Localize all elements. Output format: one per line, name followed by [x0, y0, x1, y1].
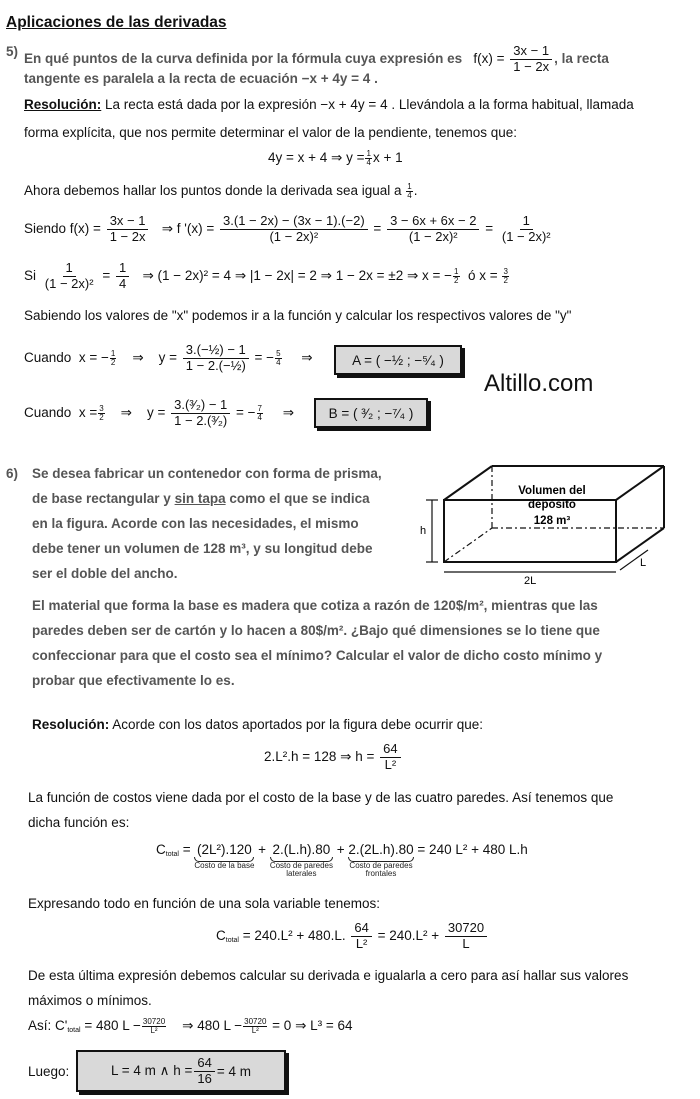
q2-d: 4: [407, 191, 412, 200]
p6-expresando: Expresando todo en función de una sola variable tenemos:: [28, 896, 380, 911]
si: Si: [24, 268, 37, 283]
problem-5-number: 5): [6, 44, 19, 59]
length-label: 2L: [524, 575, 537, 587]
answer-box-a: A = ( −½ ; −⁵⁄₄ ): [334, 345, 462, 375]
width-label: L: [640, 557, 647, 569]
hidden-edge-left: [444, 528, 492, 562]
c1-res: = −: [254, 350, 275, 365]
brace-laterales: [270, 842, 333, 878]
c2f1-n: 64: [351, 921, 371, 937]
p6-para-1: El material que forma la base es madera que cotiza a razón de 120$/m², mientras que las: [32, 598, 598, 613]
c2-res: = −: [236, 405, 256, 420]
si-eq: =: [102, 268, 111, 283]
deriv-frac-2: [387, 214, 479, 245]
cuando-2: [24, 398, 294, 429]
c2-implies: ⇒: [120, 405, 132, 420]
h-n: 1: [454, 266, 459, 276]
c1-res-frac: [275, 350, 281, 367]
deriv-frac-3: [499, 214, 554, 245]
p6-para-4: probar que efectivamente lo es.: [32, 673, 235, 688]
c1r-d: 4: [276, 357, 281, 367]
si-n: 1: [63, 261, 76, 277]
eq-cost-function: $C_{total}$ = (2L²).120 Costo de la base + 2.(L.h).80 Costo de paredes laterales + 2.(2L.h).80 Costo de paredes frontales = 240 L² + 480 L.h: [156, 842, 528, 878]
c2x-n: 3: [99, 403, 104, 413]
figure-label-2: depósito: [528, 499, 576, 511]
c1-implies-2: ⇒: [301, 350, 313, 365]
asi-frac-1: [142, 1018, 166, 1035]
c2-implies-2: ⇒: [282, 405, 295, 420]
quarter-frac: [365, 150, 371, 167]
final-r: = 4 m: [216, 1063, 252, 1079]
eq-explicit-form: [268, 150, 403, 167]
statement-tail: , la recta: [554, 51, 609, 66]
p6-line-5: ser el doble del ancho.: [32, 566, 178, 581]
c2x-d: 2: [99, 412, 104, 422]
final-answer-box: [76, 1050, 286, 1092]
si-rest: ⇒ (1 − 2x)² = 4 ⇒ |1 − 2x| = 2 ⇒ 1 − 2x = ±2 ⇒ x = −: [142, 268, 453, 283]
af2-d: L²: [251, 1026, 259, 1035]
fx-frac-2: [107, 214, 149, 245]
c1-frac: [183, 343, 249, 374]
xeq-pos: x =: [78, 405, 98, 420]
eq-c2-frac-1: [351, 921, 371, 952]
eq-solve-x: [24, 261, 510, 292]
si-d: (1 − 2x)²: [44, 275, 94, 291]
deriv-text: Ahora debemos hallar los puntos donde la derivada sea igual a: [24, 183, 402, 199]
eq-sign-1: =: [373, 221, 382, 236]
eq-cost-single-var: [216, 921, 489, 952]
asi-rest3: = 0 ⇒ L³ = 64: [272, 1018, 353, 1034]
c2-res-frac: [257, 405, 263, 422]
prism-edge-tr: [616, 466, 664, 500]
p6-res-label: Resolución:: [32, 717, 110, 732]
brace-lat-label-b: laterales: [286, 869, 317, 878]
fx-den: 1 − 2x: [513, 58, 550, 74]
fx2-n: 3x − 1: [107, 214, 149, 230]
c2-n: 3.(³⁄₂) − 1: [171, 398, 230, 414]
fx2-d: 1 − 2x: [109, 228, 146, 244]
th-n: 3: [503, 266, 508, 276]
cuando-1: [24, 343, 313, 374]
asi-rest2: ⇒ 480 L −: [182, 1018, 243, 1034]
dd1: (1 − 2x)²: [269, 228, 319, 244]
c1-implies: ⇒: [132, 350, 144, 365]
af2-n: 30720: [244, 1017, 267, 1026]
statement-text: En qué puntos de la curva definida por la fórmula cuya expresión es: [24, 51, 463, 66]
p6-res-text: Acorde con los datos aportados por la figura debe ocurrir que:: [109, 717, 483, 732]
c2f1-d: L²: [355, 935, 368, 951]
eqh-n: 64: [380, 742, 400, 758]
p6-line-2: [32, 491, 370, 506]
c1-d: 1 − 2.(−½): [185, 357, 246, 373]
eq-sign-2: =: [485, 221, 494, 236]
term3: 2.(2L.h).80: [348, 842, 414, 857]
q2-n: 1: [407, 182, 412, 191]
p6-deriv-2: máximos o mínimos.: [28, 993, 152, 1008]
dn2: 3 − 6x + 6x − 2: [387, 214, 479, 230]
quarter-frac-2: [406, 183, 412, 200]
dd3: (1 − 2x)²: [501, 228, 551, 244]
sin-tapa: sin tapa: [174, 491, 226, 506]
dd2: (1 − 2x)²: [408, 228, 458, 244]
c1r-n: 5: [276, 348, 281, 358]
prism-edge-tl: [444, 466, 492, 500]
brace-front-label-b: frontales: [365, 869, 397, 878]
watermark-altillo: Altillo.com: [484, 370, 594, 397]
o-label: ó x =: [468, 268, 498, 283]
c1x-n: 1: [110, 348, 116, 358]
brace-base: [194, 842, 254, 870]
eq-derivative: [24, 214, 556, 245]
p6-costos-2: dicha función es:: [28, 815, 130, 830]
asi-rest1: = 480 L −: [84, 1018, 141, 1034]
p6-para-2: paredes deben ser de cartón y lo hacen a 80$/m². ¿Bajo qué dimensiones se lo tiene que: [32, 623, 600, 638]
term-result: = 240 L² + 480 L.h: [417, 842, 528, 857]
eq-c2b: = 240.L² +: [377, 928, 440, 943]
resolution-text: La recta está dada por la expresión −x + 4y = 4 . Llevándola a la forma habitual, llamada: [101, 97, 634, 112]
page-title: Aplicaciones de las derivadas: [6, 14, 227, 31]
dn3: 1: [520, 214, 533, 230]
p5-resolution-line2: forma explícita, que nos permite determinar el valor de la pendiente, tenemos que:: [24, 125, 518, 140]
h-d: 2: [454, 275, 459, 285]
problem-6-number: 6): [6, 466, 19, 481]
luego-label: Luego:: [28, 1064, 70, 1079]
deriv-frac-1: [220, 214, 368, 245]
implies-fp: ⇒ f '(x) =: [161, 221, 215, 236]
eq-c2a: = 240.L² + 480.L.: [242, 928, 346, 943]
three-half-frac: [502, 268, 508, 285]
p6-line-1: Se desea fabricar un contenedor con forma de prisma,: [32, 466, 382, 481]
c2r-n: 7: [257, 403, 262, 413]
eq-h: [264, 742, 403, 773]
ctotal-c-2: C: [216, 928, 226, 943]
ff-n: 64: [194, 1056, 214, 1072]
ctotal-c: C: [156, 842, 166, 857]
ff-d: 16: [197, 1070, 212, 1086]
p5-sabiendo: Sabiendo los valores de "x" podemos ir a la función y calcular los respectivos valores de "y": [24, 308, 572, 323]
xeq-neg: x = −: [78, 350, 109, 365]
si-frac: [42, 261, 97, 292]
p5-derivative-target: Ahora debemos hallar los puntos donde la derivada sea igual a $\frac{1}{4}$ .: [24, 182, 418, 200]
brace-frontales: [348, 842, 413, 878]
c2-frac: [171, 398, 230, 429]
c1-n: 3.(−½) − 1: [183, 343, 249, 359]
asi-label: Así: C': [28, 1018, 68, 1034]
p6-line-2b: como el que se indica: [229, 491, 370, 506]
eq1a: 4y = x + 4 ⇒ y =: [268, 150, 365, 166]
fx-label: f(x) =: [473, 51, 505, 66]
brace-front-label-a: Costo de paredes: [349, 861, 413, 870]
th-d: 2: [503, 275, 508, 285]
brace-base-label: Costo de la base: [194, 861, 255, 870]
p6-deriv-1: De esta última expresión debemos calcular su derivada e igualarla a cero para así hallar sus valores: [28, 968, 629, 983]
eqh-d: L²: [384, 756, 397, 772]
c2r-d: 4: [257, 412, 262, 422]
q-d: 4: [366, 158, 371, 167]
figure-label-1: Volumen del: [518, 485, 586, 497]
cuando-label-2: Cuando: [24, 405, 72, 420]
final-frac: [194, 1056, 214, 1087]
c1-x-frac: [110, 350, 116, 367]
c2-x-frac: [98, 405, 104, 422]
q-n: 1: [366, 149, 371, 158]
p5-resolution-line1: [24, 97, 634, 112]
c1x-d: 2: [110, 357, 116, 367]
c2-yeq: y =: [147, 405, 166, 420]
final-L: L = 4 m ∧ h =: [110, 1063, 193, 1078]
c2f2-d: L: [462, 935, 470, 951]
problem-5-statement-line2: tangente es paralela a la recta de ecuación −x + 4y = 4 .: [24, 71, 378, 86]
c2f2-n: 30720: [445, 921, 487, 937]
prism-figure: [412, 458, 682, 588]
resolution-label: Resolución:: [24, 97, 102, 112]
ctotal-sub: total: [165, 851, 179, 858]
p6-costos-1: La función de costos viene dada por el costo de la base y de las cuatro paredes. Así tenemos que: [28, 790, 614, 805]
answer-box-b: B = ( ³⁄₂ ; −⁷⁄₄ ): [314, 398, 428, 428]
c2-d: 1 − 2.(³⁄₂): [174, 412, 228, 428]
af1-n: 30720: [142, 1017, 166, 1026]
si-qd: 4: [118, 275, 127, 291]
cuando-label-1: Cuando: [24, 350, 72, 365]
p6-para-3: confeccionar para que el costo sea el mínimo? Calcular el valor de dicho costo mínimo y: [32, 648, 603, 663]
ctotal-sub-2: total: [225, 937, 239, 944]
eq-c2-frac-2: [445, 921, 487, 952]
eq1b: x + 1: [372, 150, 403, 166]
asi-frac-2: [243, 1018, 267, 1035]
term1: (2L²).120: [197, 842, 252, 857]
eq-h-frac: [380, 742, 400, 773]
fx-fraction: [510, 44, 552, 75]
siendo: Siendo f(x) =: [24, 221, 101, 236]
dn1: 3.(1 − 2x) − (3x − 1).(−2): [220, 214, 368, 230]
term2: 2.(L.h).80: [272, 842, 331, 857]
brace-lat-label-a: Costo de paredes: [269, 861, 333, 870]
c1-yeq: y =: [158, 350, 178, 365]
si-qn: 1: [116, 261, 129, 277]
asi-sub: total: [67, 1027, 81, 1035]
p6-line-2a: de base rectangular y: [32, 491, 171, 506]
af1-d: L²: [150, 1026, 158, 1035]
height-label: h: [420, 525, 427, 537]
p6-resolution: [32, 717, 483, 732]
half-frac: [453, 268, 459, 285]
figure-label-3: 128 m³: [533, 515, 571, 527]
eq-derivative-zero: [28, 1018, 353, 1035]
p6-line-4: debe tener un volumen de 128 m³, y su longitud debe: [32, 541, 373, 556]
p6-line-3: en la figura. Acorde con las necesidades, el mismo: [32, 516, 359, 531]
fx-num: 3x − 1: [510, 44, 552, 60]
eq-h-left: 2.L².h = 128 ⇒ h =: [264, 749, 375, 764]
si-frac-q: [116, 261, 129, 292]
